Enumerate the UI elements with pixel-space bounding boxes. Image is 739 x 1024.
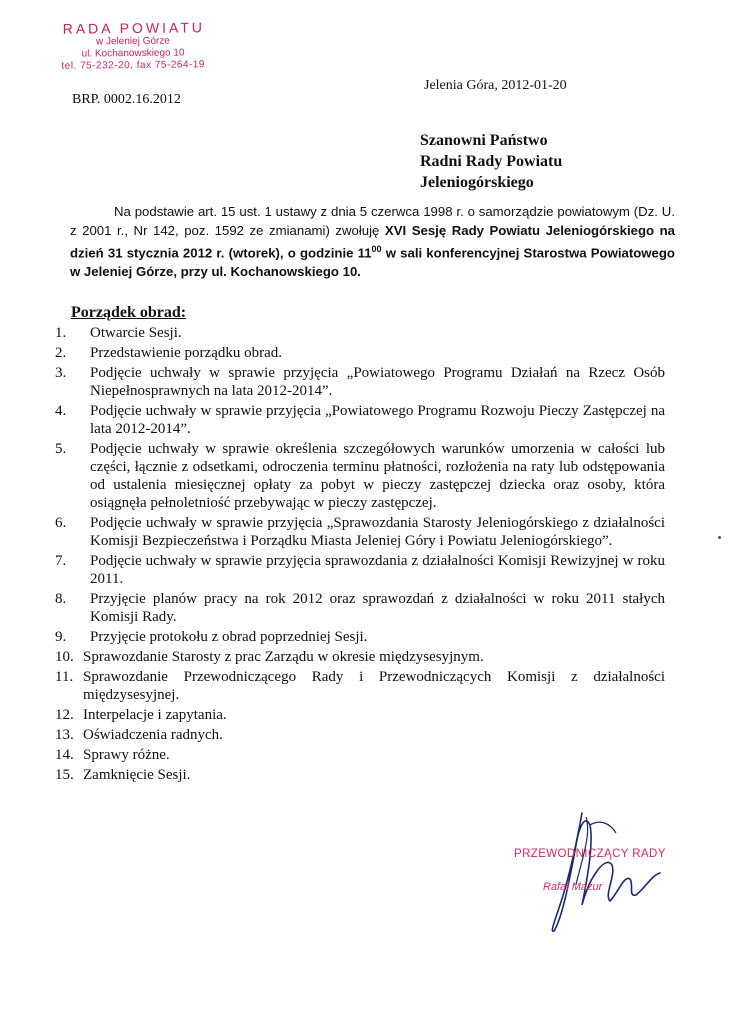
agenda-item-number: 3. bbox=[55, 365, 67, 381]
intro-paragraph bbox=[70, 203, 675, 281]
addressee-line: Jeleniogórskiego bbox=[420, 174, 534, 191]
document-date: Jelenia Góra, 2012-01-20 bbox=[424, 78, 567, 93]
agenda-item bbox=[55, 514, 665, 550]
agenda-item bbox=[55, 552, 665, 588]
agenda-item-number: 13. bbox=[55, 727, 74, 743]
agenda-item-number: 2. bbox=[55, 345, 67, 361]
agenda-item-text: Przyjęcie planów pracy na rok 2012 oraz sprawozdań z działalności w roku 2011 stałych Komisji Rady. bbox=[90, 591, 665, 625]
agenda-item-number: 14. bbox=[55, 747, 74, 763]
agenda-item bbox=[55, 628, 665, 646]
agenda-item-text: Przedstawienie porządku obrad. bbox=[90, 345, 283, 361]
handwritten-signature bbox=[520, 805, 680, 945]
agenda-item bbox=[55, 344, 665, 362]
intro-session-bold: XVI Sesję Rady Powiatu Jeleniogórskiego na dzień 31 stycznia 2012 r. (wtorek), o godzinie 11 bbox=[70, 222, 675, 261]
agenda-item-text: Interpelacje i zapytania. bbox=[83, 707, 227, 723]
scan-speck bbox=[718, 536, 721, 539]
agenda-item-number: 10. bbox=[55, 649, 74, 665]
agenda-item bbox=[55, 726, 665, 744]
agenda-item bbox=[55, 440, 665, 512]
agenda-item-text: Podjęcie uchwały w sprawie określenia szczegółowych warunków umorzenia w całości lub części, łącznie z odsetkami, odroczenia terminu płatności, rozłożenia na raty lub odstępowania od ustalenia miesięcznej opłaty za pobyt w pieczy zastępczej dziecka oraz osoby, która osiągnęła pełnoletniość przebywając w pieczy zastępczej. bbox=[90, 441, 665, 511]
agenda-item-text: Podjęcie uchwały w sprawie przyjęcia „Powiatowego Programu Działań na Rzecz Osób Niepełnosprawnych na lata 2012-2014”. bbox=[90, 365, 665, 399]
agenda-item-text: Sprawozdanie Przewodniczącego Rady i Przewodniczących Komisji z działalności międzysesyjnej. bbox=[83, 669, 665, 703]
agenda-item-text: Podjęcie uchwały w sprawie przyjęcia „Sprawozdania Starosty Jeleniogórskiego z działalności Komisji Bezpieczeństwa i Porządku Miasta Jeleniej Góry i Powiatu Jeleniogórskiego”. bbox=[90, 515, 665, 549]
agenda-item-number: 12. bbox=[55, 707, 74, 723]
agenda-item-number: 7. bbox=[55, 553, 67, 569]
agenda-item-text: Przyjęcie protokołu z obrad poprzedniej Sesji. bbox=[90, 629, 368, 645]
agenda-item bbox=[55, 648, 665, 666]
addressee-line: Szanowni Państwo bbox=[420, 132, 548, 149]
agenda-item bbox=[55, 706, 665, 724]
agenda-item-text: Podjęcie uchwały w sprawie przyjęcia sprawozdania z działalności Komisji Rewizyjnej w roku 2011. bbox=[90, 553, 665, 587]
agenda-item-number: 5. bbox=[55, 441, 67, 457]
stamp-line-city: w Jeleniej Górze bbox=[95, 35, 170, 48]
agenda-item-text: Sprawozdanie Starosty z prac Zarządu w okresie międzysesyjnym. bbox=[83, 649, 484, 665]
agenda-list bbox=[55, 324, 665, 786]
agenda-item-number: 11. bbox=[55, 669, 74, 685]
agenda-item-text: Podjęcie uchwały w sprawie przyjęcia „Powiatowego Programu Rozwoju Pieczy Zastępczej na lata 2012-2014”. bbox=[90, 403, 665, 437]
agenda-title: Porządek obrad: bbox=[71, 304, 187, 321]
agenda-item bbox=[55, 766, 665, 784]
chairman-stamp-name: Rafał Mazur bbox=[543, 881, 603, 893]
agenda-item-number: 1. bbox=[55, 325, 67, 341]
agenda-item bbox=[55, 402, 665, 438]
agenda-item bbox=[55, 746, 665, 764]
stamp-line-street: ul. Kochanowskiego 10 bbox=[81, 47, 185, 60]
intro-place-bold: w sali konferencyjnej Starostwa Powiatowego w Jeleniej Górze, przy ul. Kochanowskiego 10. bbox=[70, 245, 675, 279]
agenda-item bbox=[55, 324, 665, 342]
agenda-item-number: 8. bbox=[55, 591, 67, 607]
intro-text: Na podstawie art. 15 ust. 1 ustawy z dnia 5 czerwca 1998 r. o samorządzie powiatowym (Dz. U. z 2001 r., Nr 142, poz. 1592 ze zmianami) zwołuję bbox=[70, 204, 675, 238]
agenda-item-number: 9. bbox=[55, 629, 67, 645]
reference-number: BRP. 0002.16.2012 bbox=[72, 92, 181, 107]
addressee-block bbox=[420, 130, 562, 193]
agenda-item-number: 4. bbox=[55, 403, 67, 419]
agenda-item-number: 6. bbox=[55, 515, 67, 531]
agenda-item-text: Sprawy różne. bbox=[83, 747, 170, 763]
agenda-item-text: Oświadczenia radnych. bbox=[83, 727, 223, 743]
stamp-line-phone: tel. 75-232-20, fax 75-264-19 bbox=[61, 59, 205, 72]
intro-time-superscript: 00 bbox=[371, 244, 382, 254]
council-stamp bbox=[28, 19, 239, 73]
agenda-item bbox=[55, 668, 665, 704]
agenda-item-text: Otwarcie Sesji. bbox=[90, 325, 182, 341]
agenda-item bbox=[55, 364, 665, 400]
agenda-item-text: Zamknięcie Sesji. bbox=[83, 767, 191, 783]
stamp-name: RADA POWIATU bbox=[62, 19, 206, 37]
agenda-item-number: 15. bbox=[55, 767, 74, 783]
addressee-line: Radni Rady Powiatu bbox=[420, 153, 563, 170]
agenda-item bbox=[55, 590, 665, 626]
chairman-stamp-title: PRZEWODNICZĄCY RADY bbox=[514, 848, 666, 860]
